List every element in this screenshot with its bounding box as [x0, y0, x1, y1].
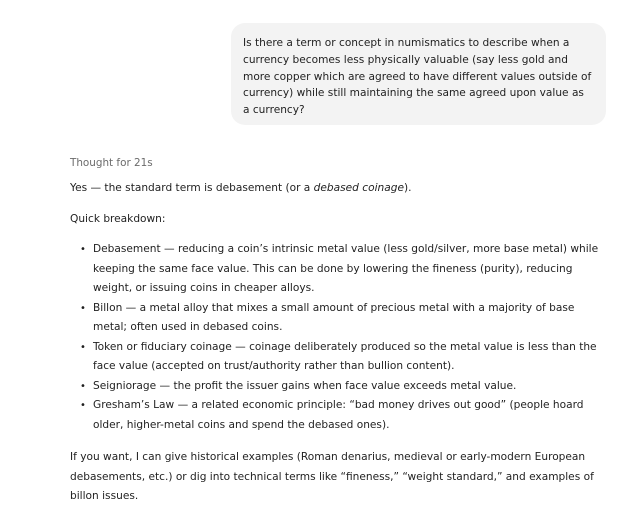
- list-item-text: Gresham’s Law — a related economic principle: “bad money drives out good” (people hoard older, higher-metal coins and spend the debased ones).: [93, 399, 584, 431]
- thought-duration-label[interactable]: Thought for 21s: [70, 157, 153, 169]
- quick-breakdown-heading: Quick breakdown:: [70, 213, 166, 225]
- intro-prefix: Yes — the standard term is debasement (or a: [70, 182, 314, 194]
- user-message-bubble: [231, 23, 606, 125]
- list-item-text: Seigniorage — the profit the issuer gains when face value exceeds metal value.: [93, 379, 517, 392]
- intro-suffix: ).: [403, 182, 412, 194]
- bullet-icon: •: [80, 244, 86, 255]
- list-item: [80, 396, 610, 435]
- list-item: [80, 299, 610, 338]
- list-item: [80, 377, 610, 397]
- list-item: [80, 240, 610, 299]
- bullet-icon: •: [80, 302, 86, 314]
- list-item: [80, 338, 610, 377]
- bullet-icon: •: [80, 341, 86, 353]
- intro-emphasis: debased coinage: [313, 182, 404, 194]
- breakdown-list: [70, 240, 610, 435]
- assistant-message: [70, 156, 610, 507]
- answer-closing: If you want, I can give historical examples (Roman denarius, medieval or early-modern European debasements, etc.) or dig into technical terms like “fineness,” “weight standard,” and examples of billon issues.: [70, 451, 594, 502]
- bullet-icon: •: [80, 380, 86, 392]
- list-item-text: Debasement — reducing a coin’s intrinsic metal value (less gold/silver, more base metal) while keeping the same face value. This can be done by lowering the fineness (purity), reducing weight, or issuing coins in cheaper alloys.: [93, 243, 599, 294]
- answer-intro: [70, 180, 610, 196]
- list-item-text: Billon — a metal alloy that mixes a small amount of precious metal with a majority of base metal; often used in debased coins.: [93, 301, 575, 333]
- user-message-text: Is there a term or concept in numismatics to describe when a currency becomes less physically valuable (say less gold and more copper which are agreed to have different values outside of currency) while still maintaining the same agreed upon value as a currency?: [243, 37, 592, 117]
- bullet-icon: •: [80, 400, 86, 411]
- list-item-text: Token or fiduciary coinage — coinage deliberately produced so the metal value is less than the face value (accepted on trust/authority rather than bullion content).: [93, 340, 597, 372]
